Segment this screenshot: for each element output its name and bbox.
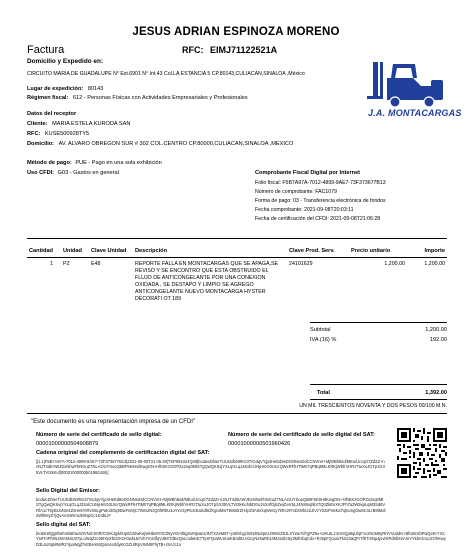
- receptor-cliente: [27, 121, 130, 128]
- lugar-expedicion: [27, 86, 103, 93]
- cert-digital-label: Número de serie del certificado de sello digital:: [36, 432, 162, 438]
- receptor-domicilio-value: AV. ALVARO OBREGON SUR # 302 COL.CENTRO CP.80000,CULIACAN,SINALOA ,MEXICO: [58, 141, 294, 147]
- receptor-domicilio: [27, 141, 293, 148]
- total-value: 1,392.00: [425, 390, 447, 396]
- receptor-rfc: [27, 131, 89, 138]
- uso-cfdi-label: Uso CFDI:: [27, 170, 55, 176]
- issuer-name: JESUS ADRIAN ESPINOZA MORENO: [132, 26, 340, 38]
- certification-rule: [27, 413, 447, 414]
- receptor-rfc-value: KUSE500928TY5: [44, 131, 90, 137]
- metodo-pago-label: Método de pago:: [27, 160, 72, 166]
- uso-cfdi: [27, 170, 119, 177]
- sello-emisor-value: bcdwcDhierTUUGdbN9hG37rGdqVYjp4HeEd9eDGNNIoDdCCNVnH+MjWBh9xd/MEu/UrcqG7Zd2Z+nzNJT4dEAWJDxNhwFbNGuZ7NLAOUYSoeQ6BF5K9HdKwgGN+HlhEKzGOPZx2sq0MtSTgQwQKSvjYXLqGLqJ3SolCUNjHmG0UrcrQWxRFlHTtM07qPBq8MLKRKjWbfrVHRzTtuXoJOTpSX35VLTVt2kKuf4kDGu2nX4fGjkZwjGvrr6LJ4N8mqNbr7Q0ZkEnXKJFh7a2W9xpLqM3Sd8VRfA1cT6yBUoNm4ZsHe5YtRvX8LgPaKi3Oq9DwFeMjC7tWs2NzQ0hRbU1oYxV3yP6JcEaSd5LfKgIuMwT9nB0rZH4pOtA8vXqWeGy7kRc2FmDsNhU1lJiVzYb3xPo5KaTqEuSgOw6CnLrB9tMdI2Wf8HyZ7jQvAeXsRmUk0NpGc1D4bLiF: [36, 497, 386, 518]
- fiscal-numero: Número de comprobante: FAC1079: [255, 189, 337, 195]
- total-bottom-rule: [310, 399, 447, 400]
- col-cantidad: Cantidad: [29, 248, 53, 254]
- iva-value: 192.00: [429, 337, 447, 343]
- lugar-expedicion-label: Lugar de expedición:: [27, 86, 84, 92]
- cell-clave-unidad: E48: [91, 261, 101, 267]
- subtotal-value: 1,200.00: [425, 327, 447, 333]
- subtotal-rule: [310, 322, 447, 323]
- fiscal-fecha-certificacion: Fecha de certificación del CFDI: 2021-09-08T21:06:28: [255, 216, 381, 222]
- fiscal-forma-pago: Forma de pago: 03 - Transferencia electrónica de fondos: [255, 198, 386, 204]
- cert-sat-value: 00001000000501960426: [228, 441, 291, 447]
- col-importe: Importe: [424, 248, 445, 254]
- issuer-rfc: [182, 45, 277, 55]
- logo-text: J.A. MONTACARGAS: [368, 108, 462, 118]
- cell-precio: 1,200.00: [384, 261, 405, 267]
- col-unidad: Unidad: [63, 248, 82, 254]
- regimen-fiscal: [27, 95, 248, 102]
- items-table: [27, 245, 447, 307]
- col-descripcion: Descripción: [135, 248, 168, 254]
- issuer-domicilio-title: Domicilio y Expedido en:: [27, 58, 103, 65]
- cell-importe: 1,200.00: [424, 261, 445, 267]
- regimen-fiscal-label: Régimen fiscal:: [27, 95, 69, 101]
- cert-sat-label: Número de serie del certificado de sello digital del SAT:: [228, 432, 375, 438]
- cadena-original-label: Cadena original del complemento de certificación digital del SAT:: [36, 450, 210, 456]
- receptor-domicilio-label: Domicilio:: [27, 141, 55, 147]
- subtotal-label: Subtotal: [310, 327, 331, 333]
- document-type: Factura: [27, 44, 65, 56]
- uso-cfdi-value: G03 - Gastos en general: [57, 170, 119, 176]
- receptor-title: Datos del receptor: [27, 111, 77, 117]
- fiscal-title: Comprobante Fiscal Digital por Internet: [255, 170, 361, 176]
- sello-emisor-label: Sello Digital del Emisor:: [36, 488, 101, 494]
- lugar-expedicion-value: 80143: [87, 86, 104, 92]
- receptor-cliente-label: Cliente:: [27, 121, 48, 127]
- cell-clave-prod: 24101629: [289, 261, 313, 267]
- fiscal-folio: Folio fiscal: F5B7A97A-7012-4899-9AE7-73F373677B13: [255, 180, 386, 186]
- col-precio: Precio unitario: [351, 248, 391, 254]
- cadena-original-value: ||1.1|F5B7A97A-7012-4899-9AE7-73F373677B13|2021-09-08T21:06:28|TSP081024Q46|bcdwcDhierTUUGdbN9hG37rGdqVYjp4HeEd9eDGNNIoDdCCNVnH+MjWBh9xd/MEu/UrcqG7Zd2Z+nzNJT4dEAWJDxNhwFbNGuZ7NLAOUYSoeQ6BF5K9HdKwgGN+HlhEKzGOPZx2sq0MtSTgQwQKSvjYXLqGLqJ3SolCUNjHmG0UrcrQWxRFlHTtM07qPBq8MLKRKjWbfrVHRzTtuXoJOTpSX35VLTVt2kKuf|00001000000501960426||: [36, 459, 385, 475]
- cell-cantidad: 1: [50, 261, 53, 267]
- sello-sat-label: Sello digital del SAT:: [36, 522, 91, 528]
- iva-label: IVA (16) %: [310, 337, 337, 343]
- issuer-rfc-value: EIMJ71122521A: [210, 45, 278, 55]
- total-words: UN MIL TRESCIENTOS NOVENTA Y DOS PESOS 00/100 M.N.: [299, 403, 447, 409]
- regimen-fiscal-value: 612 - Personas Físicas con Actividades Empresariales y Profesionales: [72, 95, 248, 101]
- fiscal-fecha: Fecha comprobante: 2021-09-08T20:03:11: [255, 207, 354, 213]
- cell-descripcion: REPORTE FALLA EN MONTACARGAS QUE SE APAGA,SE REVISO Y SE ENCONTRO QUE ESTA OBSTRUIDO EL FLUJO DE ANTICONGELANTE POR UNA CONEXION OXIDADA , SE DESTAPO Y LIMPIO SE AGREGO ANTICONGELANTE NUEVO MONTACARGA HYSTER DECORATI OT 189: [135, 261, 279, 303]
- metodo-pago-value: PUE - Pago en una sola exhibición: [75, 160, 162, 166]
- table-row: [27, 258, 447, 307]
- qr-code-icon: [397, 428, 447, 478]
- table-top-rule: [27, 238, 447, 239]
- table-header-row: [27, 245, 447, 258]
- col-clave-unidad: Clave Unidad: [91, 248, 127, 254]
- issuer-rfc-label: RFC:: [182, 45, 204, 55]
- receptor-cliente-value: MARIA ESTELA KURODA SAN: [52, 121, 131, 127]
- cell-unidad: PZ: [63, 261, 70, 267]
- col-clave-prod: Clave Prod. Serv.: [289, 248, 335, 254]
- issuer-address: CIRCUITO MARIA DE GUADALUPE N° Ext.6901 N° Int.43 Col.LA ESTANCIA 5 CP.80143,CULIACAN,SINALOA ,México: [27, 71, 305, 77]
- metodo-pago: [27, 160, 162, 167]
- cfdi-representation-note: "Este documento es una representación impresa de un CFDI": [31, 419, 196, 425]
- sello-sat-value: bm5Ki0Qg8hehIsb6Ibw4OVNiCK0R/O1hKJgM/Up6fJ/ZwKejWHbMY0CZ6yVGmf5gXvMjeans/INTXZeM6T+pt0GhgzlmN3NdrpIUZ0WirZbJLSYwe7dTgPZ9o+UKUtLz4HzrQp8qUbjF1v2NcM6yRHVVu3dK+BfU8sVbPwQeKrYX2Ys9TnPh05JMA5NiU37yLoWqZzc0t0YpXbGzKOr0wkLB7xhYmzdfqVJ8STdEeQvLmdeKE7TysFQoWL8UuKB4d5zAGcyN26aRb10M2eZl2Sy3MhsbqCdx+RJ5pFQ1uwTkSz3aQFr7f8TmNp4jsvHtPd9bXeAmVYkbrGn1cZOhKwyD3LsUtIqMN8RzYpaWgjf7vEBHsNtQxm4o0dyKcGZUlRpVWNSFhjTB+rSAJc1o: [36, 531, 446, 547]
- receptor-rfc-label: RFC:: [27, 131, 41, 137]
- cert-digital-value: 00001000000504908879: [36, 441, 99, 447]
- total-rule: [310, 384, 447, 385]
- total-label: Total: [317, 390, 330, 396]
